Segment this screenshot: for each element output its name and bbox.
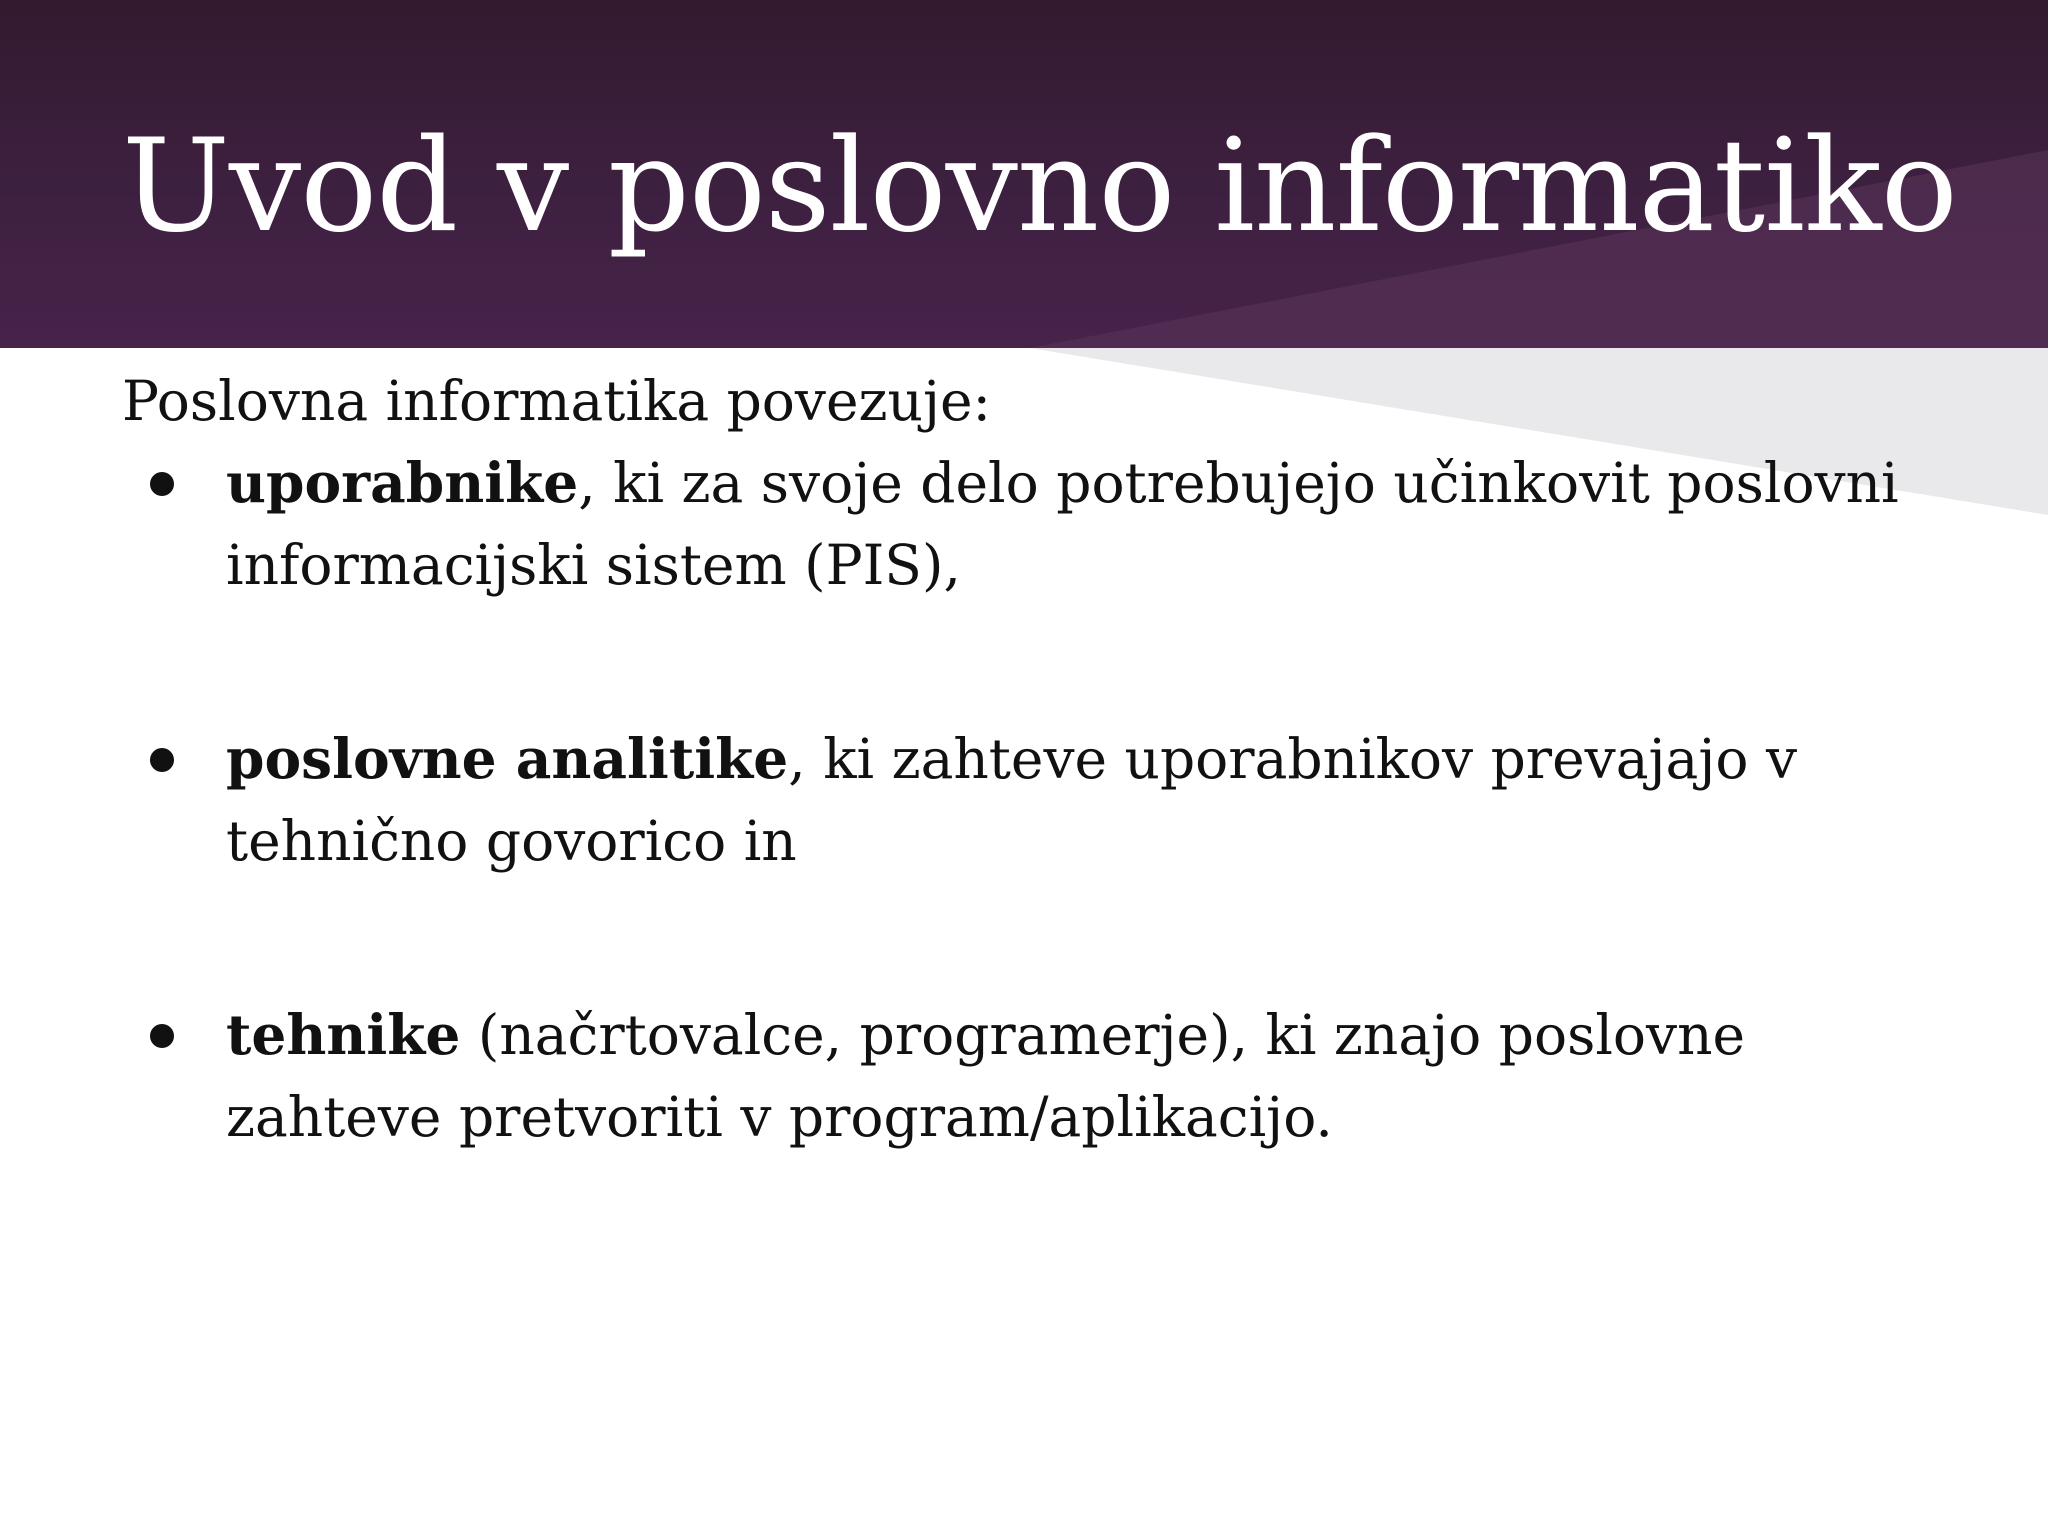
- bullet-item-users: [122, 442, 1962, 606]
- bullet-text: (načrtovalce, programerje), ki znajo poslovne zahteve pretvoriti v program/aplikacijo.: [226, 1003, 1746, 1149]
- bullet-icon: [150, 748, 174, 772]
- bullet-term: tehnike: [226, 1002, 461, 1067]
- bullet-text: , ki za svoje delo potrebujejo učinkovit poslovni informacijski sistem (PIS),: [226, 451, 1899, 597]
- slide-title: Uvod v poslovno informatiko: [122, 112, 1957, 261]
- bullet-term: poslovne analitike: [226, 726, 789, 791]
- intro-text: Poslovna informatika povezuje:: [122, 369, 992, 433]
- bullet-list: [122, 442, 1962, 1158]
- bullet-text: , ki zahteve uporabnikov prevajajo v tehnično govorico in: [226, 727, 1798, 873]
- bullet-item-analysts: [122, 718, 1962, 882]
- bullet-term: uporabnike: [226, 450, 579, 515]
- bullet-icon: [150, 472, 174, 496]
- bullet-item-technicians: [122, 994, 1962, 1158]
- slide-body: [122, 360, 1962, 1158]
- bullet-icon: [150, 1024, 174, 1048]
